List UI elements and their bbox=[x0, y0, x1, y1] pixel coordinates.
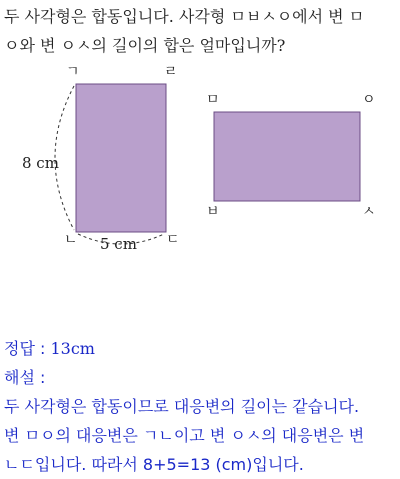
explanation-line-2: 변 ㅁㅇ의 대응변은 ㄱㄴ이고 변 ㅇㅅ의 대응변은 변 bbox=[4, 426, 365, 445]
side-length-label: 8 cm bbox=[22, 154, 59, 172]
rectangle-right bbox=[214, 112, 360, 201]
explanation-line-1: 두 사각형은 합동이므로 대응변의 길이는 같습니다. bbox=[4, 397, 360, 416]
vertex-label-s: ㅅ bbox=[362, 204, 376, 220]
question-line-1: 두 사각형은 합동입니다. 사각형 ㅁㅂㅅㅇ에서 변 ㅁ bbox=[4, 7, 365, 26]
question-text bbox=[4, 2, 398, 60]
vertex-label-bottom-left: ㄴ bbox=[64, 232, 78, 248]
question-line-2: ㅇ와 변 ㅇㅅ의 길이의 합은 얼마입니까? bbox=[4, 36, 286, 55]
explanation-line-3: ㄴㄷ입니다. 따라서 8+5=13 (cm)입니다. bbox=[4, 455, 304, 474]
vertex-label-bottom-right: ㄷ bbox=[166, 232, 180, 248]
vertex-label-m: ㅁ bbox=[206, 92, 220, 108]
answer-line bbox=[4, 334, 398, 363]
answer-section bbox=[4, 334, 398, 479]
vertex-label-b: ㅂ bbox=[206, 204, 220, 220]
vertex-label-top-right: ㄹ bbox=[164, 64, 178, 80]
vertex-label-o: ㅇ bbox=[362, 92, 376, 108]
rectangle-left bbox=[76, 84, 166, 232]
answer-label: 정답 : bbox=[4, 339, 51, 358]
vertex-label-top-left: ㄱ bbox=[66, 64, 80, 80]
bottom-length-label: 5 cm bbox=[100, 235, 137, 253]
rectangles-figure bbox=[0, 56, 400, 266]
answer-value: 13cm bbox=[50, 339, 95, 358]
explanation-label: 해설 : bbox=[4, 368, 46, 387]
